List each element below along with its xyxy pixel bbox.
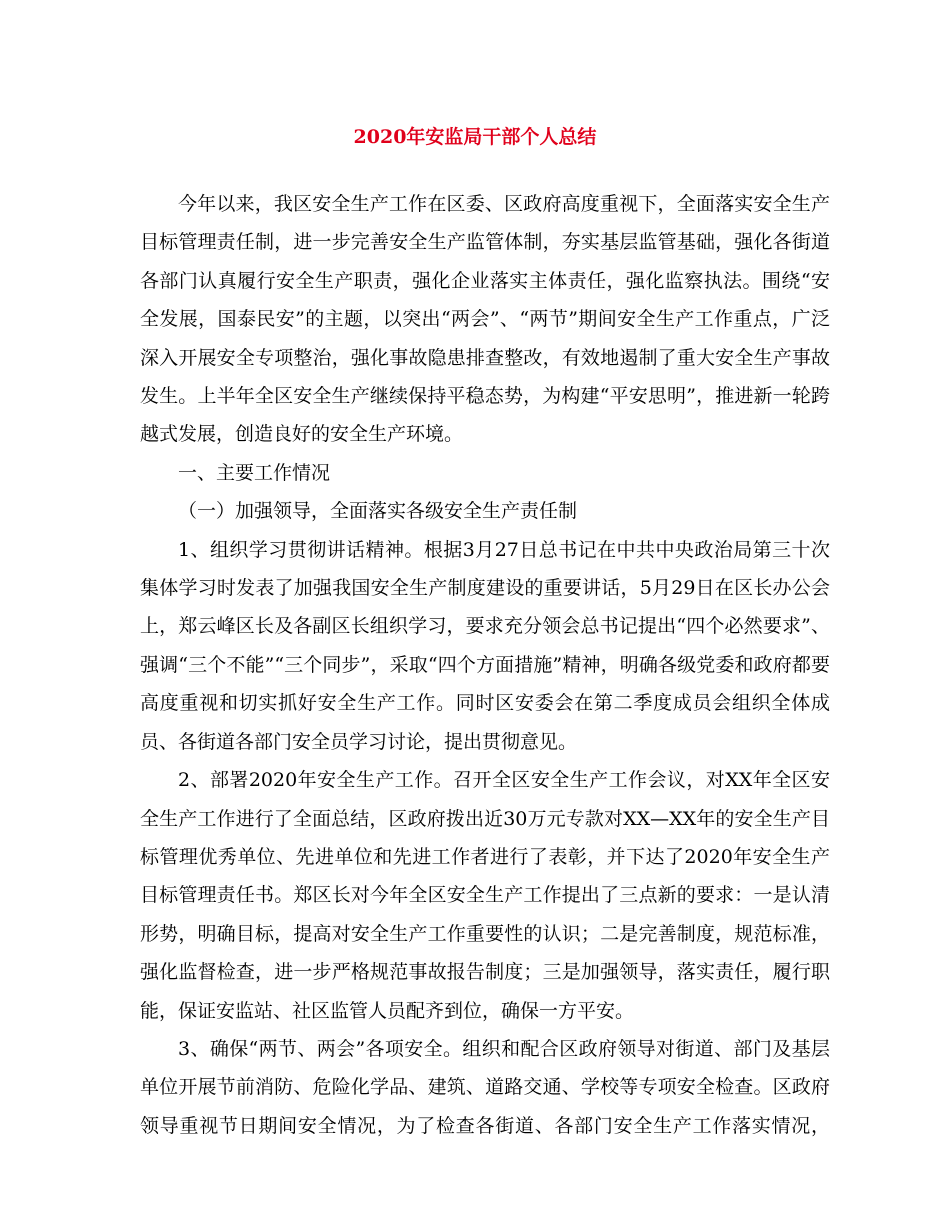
document-title: 2020年安监局干部个人总结	[353, 126, 597, 148]
paragraph-item-3: 3、确保“两节、两会”各项安全。组织和配合区政府领导对街道、部门及基层单位开展节前消防、危险化学品、建筑、道路交通、学校等专项安全检查。区政府领导重视节日期间安全情况，为了检查各街道、各部门安全生产工作落实情况，	[140, 1037, 830, 1137]
document-body	[140, 185, 830, 1145]
paragraph-item-1: 1、组织学习贯彻讲话精神。根据3月27日总书记在中共中央政治局第三十次集体学习时发表了加强我国安全生产制度建设的重要讲话，5月29日在区长办公会上，郑云峰区长及各副区长组织学习，要求充分领会总书记提出“四个必然要求”、强调“三个不能”“三个同步”，采取“四个方面措施”精神，明确各级党委和政府都要高度重视和切实抓好安全生产工作。同时区安委会在第二季度成员会组织全体成员、各街道各部门安全员学习讨论，提出贯彻意见。	[140, 538, 830, 753]
paragraph-intro: 今年以来，我区安全生产工作在区委、区政府高度重视下，全面落实安全生产目标管理责任制，进一步完善安全生产监管体制，夯实基层监管基础，强化各街道各部门认真履行安全生产职责，强化企业落实主体责任，强化监察执法。围绕“安全发展，国泰民安”的主题，以突出“两会”、“两节”期间安全生产工作重点，广泛深入开展安全专项整治，强化事故隐患排查整改，有效地遏制了重大安全生产事故发生。上半年全区安全生产继续保持平稳态势，为构建“平安思明”，推进新一轮跨越式发展，创造良好的安全生产环境。	[140, 193, 830, 446]
subsection-heading-leadership: （一）加强领导，全面落实各级安全生产责任制	[178, 500, 578, 523]
section-heading-main-work: 一、主要工作情况	[178, 461, 331, 484]
paragraph-item-2: 2、部署2020年安全生产工作。召开全区安全生产工作会议，对XX年全区安全生产工作进行了全面总结，区政府拨出近30万元专款对XX—XX年的安全生产目标管理优秀单位、先进单位和先进工作者进行了表彰，并下达了2020年安全生产目标管理责任书。郑区长对今年全区安全生产工作提出了三点新的要求：一是认清形势，明确目标，提高对安全生产工作重要性的认识；二是完善制度，规范标准，强化监督检查，进一步严格规范事故报告制度；三是加强领导，落实责任，履行职能，保证安监站、社区监管人员配齐到位，确保一方平安。	[140, 769, 830, 1022]
